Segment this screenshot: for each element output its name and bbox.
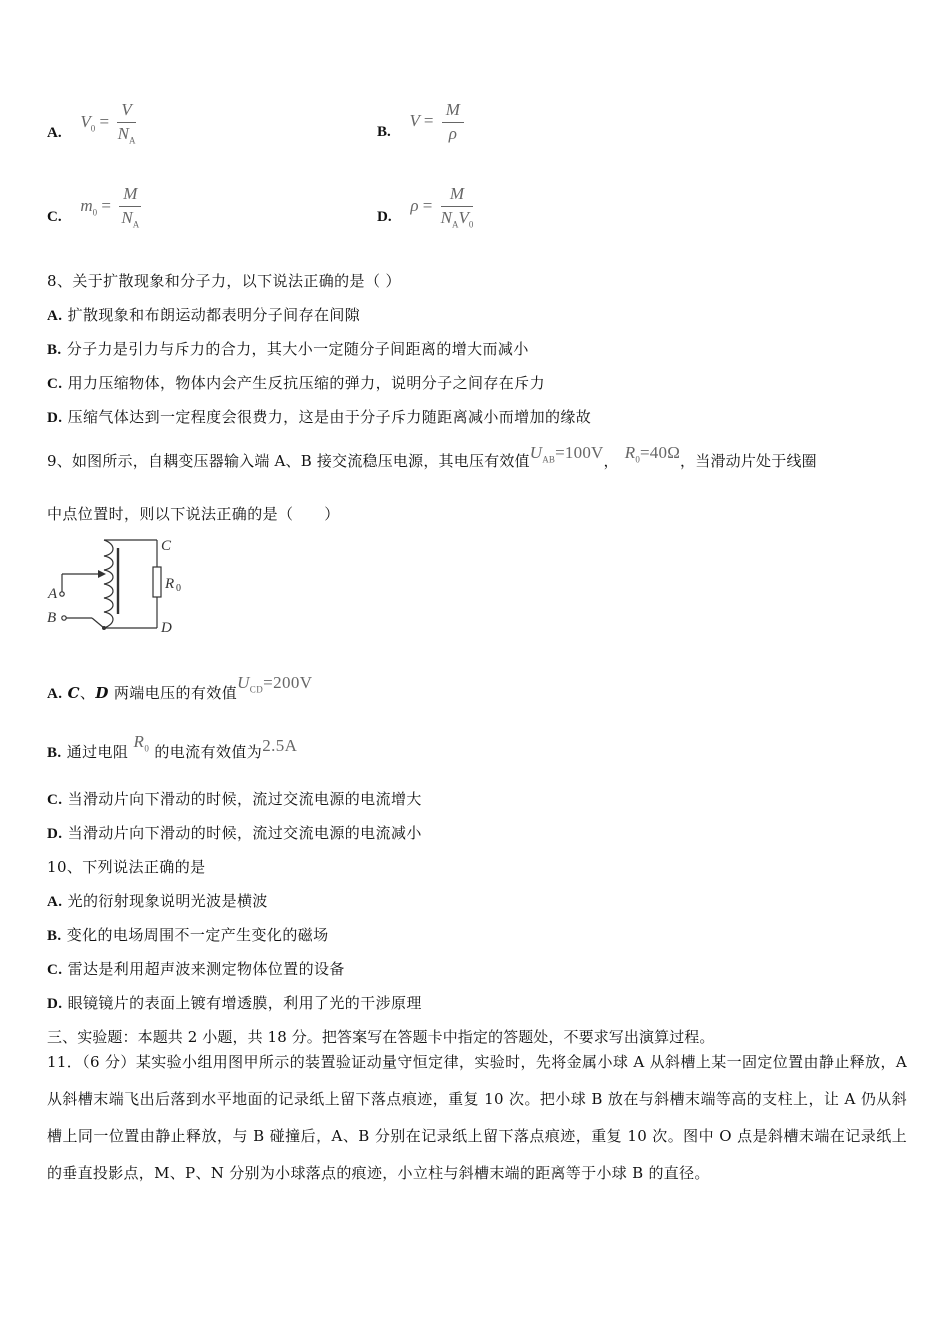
point-d: D bbox=[95, 684, 109, 702]
denominator: ρ bbox=[448, 124, 457, 143]
q7-option-c bbox=[47, 184, 141, 229]
q8-option-c bbox=[47, 372, 545, 393]
q8-option-a bbox=[47, 304, 360, 325]
option-text-2: 的电流有效值为 bbox=[149, 743, 263, 761]
formula-symbol: U bbox=[529, 443, 543, 462]
formula-a bbox=[80, 100, 136, 146]
formula-c bbox=[80, 184, 141, 230]
terminal-a bbox=[60, 592, 64, 596]
comma: ， bbox=[603, 452, 619, 470]
formula-symbol: m bbox=[80, 195, 93, 215]
equals-sign: = bbox=[422, 195, 433, 215]
option-label: A. bbox=[47, 308, 63, 324]
den-subscript: A bbox=[128, 135, 136, 146]
formula-symbol: U bbox=[237, 673, 250, 692]
option-label: D. bbox=[377, 208, 392, 225]
point-c: C bbox=[67, 684, 80, 702]
option-text: 用力压缩物体，物体内会产生反抗压缩的弹力，说明分子之间存在斥力 bbox=[67, 374, 545, 392]
numerator: V bbox=[117, 100, 135, 123]
denominator bbox=[117, 123, 135, 145]
q9-option-d bbox=[47, 822, 422, 843]
label-r0: R bbox=[165, 576, 175, 592]
option-label: D. bbox=[47, 826, 63, 842]
formula-symbol: V bbox=[80, 111, 91, 131]
option-label: B. bbox=[47, 342, 62, 358]
formula-b bbox=[409, 100, 464, 143]
option-label: A. bbox=[47, 894, 63, 910]
q9-option-a bbox=[47, 673, 313, 704]
label-d: D bbox=[161, 620, 172, 634]
q7-option-a bbox=[47, 100, 136, 145]
slider-arrow-icon bbox=[98, 570, 106, 578]
formula-symbol: R bbox=[624, 443, 636, 462]
option-label: C. bbox=[47, 792, 63, 808]
label-c: C bbox=[161, 538, 172, 554]
q9-stem-text-2: ，当滑动片处于线圈 bbox=[680, 452, 817, 470]
formula-subscript: CD bbox=[249, 684, 264, 695]
q7-option-b bbox=[377, 100, 464, 144]
option-label: A. bbox=[47, 124, 62, 141]
option-label: C. bbox=[47, 376, 63, 392]
formula-d bbox=[410, 184, 474, 230]
label-r0-sub: 0 bbox=[176, 583, 181, 594]
label-b: B bbox=[47, 610, 57, 626]
option-label: B. bbox=[377, 123, 391, 140]
den-symbol: N bbox=[117, 124, 129, 143]
option-text: 当滑动片向下滑动的时候，流过交流电源的电流增大 bbox=[67, 790, 422, 808]
section-3-title: 三、实验题：本题共 2 小题，共 18 分。把答案写在答题卡中指定的答题处，不要求写出演算过程。 bbox=[47, 1028, 715, 1046]
option-label: D. bbox=[47, 410, 63, 426]
equals-sign: = bbox=[423, 110, 434, 130]
q11-text: 11．（6 分）某实验小组用图甲所示的装置验证动量守恒定律，实验时，先将金属小球 A 从斜槽上某一固定位置由静止释放，A 从斜槽末端飞出后落到水平地面的记录纸上留下落点痕迹，重复 10 次。把小球 B 放在与斜槽末端等高的支柱上，让 A 仍从斜槽上同一位置由静止释放，与 B 碰撞后，A、B 分别在记录纸上留下落点痕迹，重复 10 次。图中 O 点是斜槽末端在记录纸上的垂直投影点，M、P、N 分别为小球落点的痕迹，小立柱与斜槽末端的距离等于小球 B 的直径。 bbox=[47, 1053, 907, 1182]
u-ab-formula bbox=[529, 443, 604, 465]
q9-option-b bbox=[47, 732, 298, 763]
q8-option-b bbox=[47, 338, 529, 359]
q8-stem: 8、关于扩散现象和分子力，以下说法正确的是（ ） bbox=[47, 272, 401, 290]
denominator bbox=[119, 207, 141, 229]
option-text: 两端电压的有效值 bbox=[108, 684, 238, 702]
den-subscript: A bbox=[132, 219, 140, 230]
formula-symbol: R bbox=[133, 732, 145, 751]
q7-option-d bbox=[377, 184, 473, 229]
formula-symbol: ρ bbox=[410, 195, 419, 215]
option-label: B. bbox=[47, 928, 62, 944]
q9-stem-line1 bbox=[47, 443, 817, 472]
fraction bbox=[441, 184, 474, 229]
equals-sign: = bbox=[99, 111, 110, 131]
terminal-b bbox=[62, 616, 66, 620]
q9-stem-line2: 中点位置时，则以下说法正确的是（ ） bbox=[47, 505, 340, 523]
formula-value: =200V bbox=[263, 673, 313, 692]
q8-option-d bbox=[47, 406, 591, 427]
q10-option-c bbox=[47, 958, 345, 979]
current-value: 2.5A bbox=[262, 736, 298, 755]
option-text: 压缩气体达到一定程度会很费力，这是由于分子斥力随距离减小而增加的缘故 bbox=[67, 408, 592, 426]
option-text: 通过电阻 bbox=[66, 743, 134, 761]
equals-sign: = bbox=[101, 195, 111, 215]
fraction bbox=[117, 100, 135, 145]
option-text: 分子力是引力与斥力的合力，其大小一定随分子间距离的增大而减小 bbox=[66, 340, 529, 358]
resistor-r0 bbox=[153, 567, 161, 597]
autotransformer-diagram bbox=[44, 534, 194, 634]
separator: 、 bbox=[79, 684, 96, 702]
q10-option-a bbox=[47, 890, 268, 911]
numerator: M bbox=[119, 184, 141, 207]
fraction bbox=[119, 184, 141, 229]
formula-value: =40Ω bbox=[640, 443, 681, 462]
q10-option-b bbox=[47, 924, 329, 945]
formula-value: =100V bbox=[555, 443, 604, 462]
option-text: 当滑动片向下滑动的时候，流过交流电源的电流减小 bbox=[67, 824, 422, 842]
option-label: B. bbox=[47, 745, 62, 761]
option-label: C. bbox=[47, 208, 62, 225]
option-label: C. bbox=[47, 962, 63, 978]
formula-subscript: AB bbox=[542, 454, 556, 465]
den-symbol: N bbox=[121, 208, 133, 227]
junction-dot bbox=[102, 626, 106, 630]
q10-option-d bbox=[47, 992, 422, 1013]
r0-symbol bbox=[133, 732, 150, 754]
option-label: D. bbox=[47, 996, 63, 1012]
r0-formula bbox=[624, 443, 681, 465]
den-symbol: N bbox=[440, 208, 452, 227]
formula-subscript: 0 bbox=[635, 454, 641, 465]
den-subscript-2: 0 bbox=[468, 219, 474, 230]
q9-stem-text: 9、如图所示，自耦变压器输入端 A、B 接交流稳压电源，其电压有效值 bbox=[47, 452, 530, 470]
option-text: 扩散现象和布朗运动都表明分子间存在间隙 bbox=[67, 306, 361, 324]
option-text: 雷达是利用超声波来测定物体位置的设备 bbox=[67, 960, 345, 978]
q9-option-c bbox=[47, 788, 422, 809]
coil bbox=[104, 540, 113, 628]
label-a: A bbox=[48, 586, 58, 602]
denominator bbox=[441, 207, 474, 229]
formula-symbol: V bbox=[409, 110, 420, 130]
option-label: A. bbox=[47, 686, 63, 702]
den-symbol-2: V bbox=[458, 208, 469, 227]
wire-b-diag bbox=[92, 618, 104, 628]
q10-stem: 10、下列说法正确的是 bbox=[47, 858, 206, 876]
option-text: 光的衍射现象说明光波是横波 bbox=[67, 892, 268, 910]
option-text: 眼镜镜片的表面上镀有增透膜，利用了光的干涉原理 bbox=[67, 994, 422, 1012]
den-subscript: A bbox=[451, 219, 459, 230]
formula-subscript: 0 bbox=[92, 207, 98, 217]
numerator: M bbox=[442, 100, 464, 123]
numerator: M bbox=[441, 184, 474, 207]
formula-subscript: 0 bbox=[90, 123, 96, 133]
fraction bbox=[442, 100, 464, 144]
u-cd-formula bbox=[237, 673, 313, 695]
formula-subscript: 0 bbox=[144, 743, 150, 754]
option-text: 变化的电场周围不一定产生变化的磁场 bbox=[66, 926, 329, 944]
